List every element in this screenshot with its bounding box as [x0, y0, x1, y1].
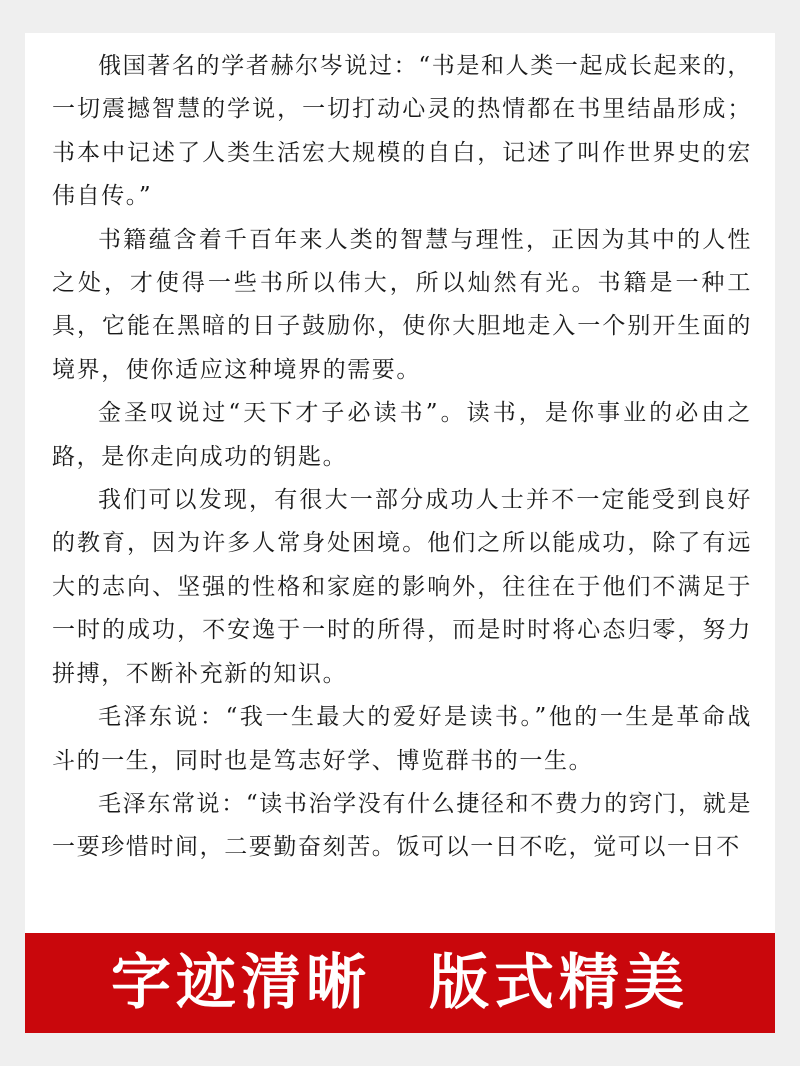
paragraph-mao-hobby: 毛泽东说：“我一生最大的爱好是读书。”他的一生是革命战斗的一生，同时也是笃志好学、博览群书的一生。 — [52, 704, 752, 774]
banner-text-clear-print: 字迹清晰 — [111, 948, 371, 1018]
banner-text-fine-layout: 版式精美 — [429, 948, 689, 1018]
paragraph-books-wisdom: 书籍蕴含着千百年来人类的智慧与理性，正因为其中的人性之处，才使得一些书所以伟大，所以灿然有光。书籍是一种工具，它能在黑暗的日子鼓励你，使你大胆地走入一个别开生面的境界，使你适应这种境界的需要。 — [52, 226, 752, 383]
book-page — [25, 33, 775, 1033]
page-text — [52, 45, 752, 870]
paragraph-mao-study: 毛泽东常说：“读书治学没有什么捷径和不费力的窍门，就是一要珍惜时间，二要勤奋刻苦。饭可以一日不吃，觉可以一日不 — [52, 790, 752, 861]
paragraph-successful-people: 我们可以发现，有很大一部分成功人士并不一定能受到良好的教育，因为许多人常身处困境。他们之所以能成功，除了有远大的志向、坚强的性格和家庭的影响外，往往在于他们不满足于一时的成功，不安逸于一时的所得，而是时时将心态归零，努力拼搏，不断补充新的知识。 — [52, 487, 752, 687]
paragraph-jin-shengtan: 金圣叹说过“天下才子必读书”。读书，是你事业的必由之路，是你走向成功的钥匙。 — [52, 400, 752, 470]
paragraph-herzen-quote: 俄国著名的学者赫尔岑说过：“书是和人类一起成长起来的，一切震撼智慧的学说，一切打动心灵的热情都在书里结晶形成；书本中记述了人类生活宏大规模的自白，记述了叫作世界史的宏伟自传。” — [52, 53, 752, 210]
promo-banner — [25, 933, 775, 1033]
